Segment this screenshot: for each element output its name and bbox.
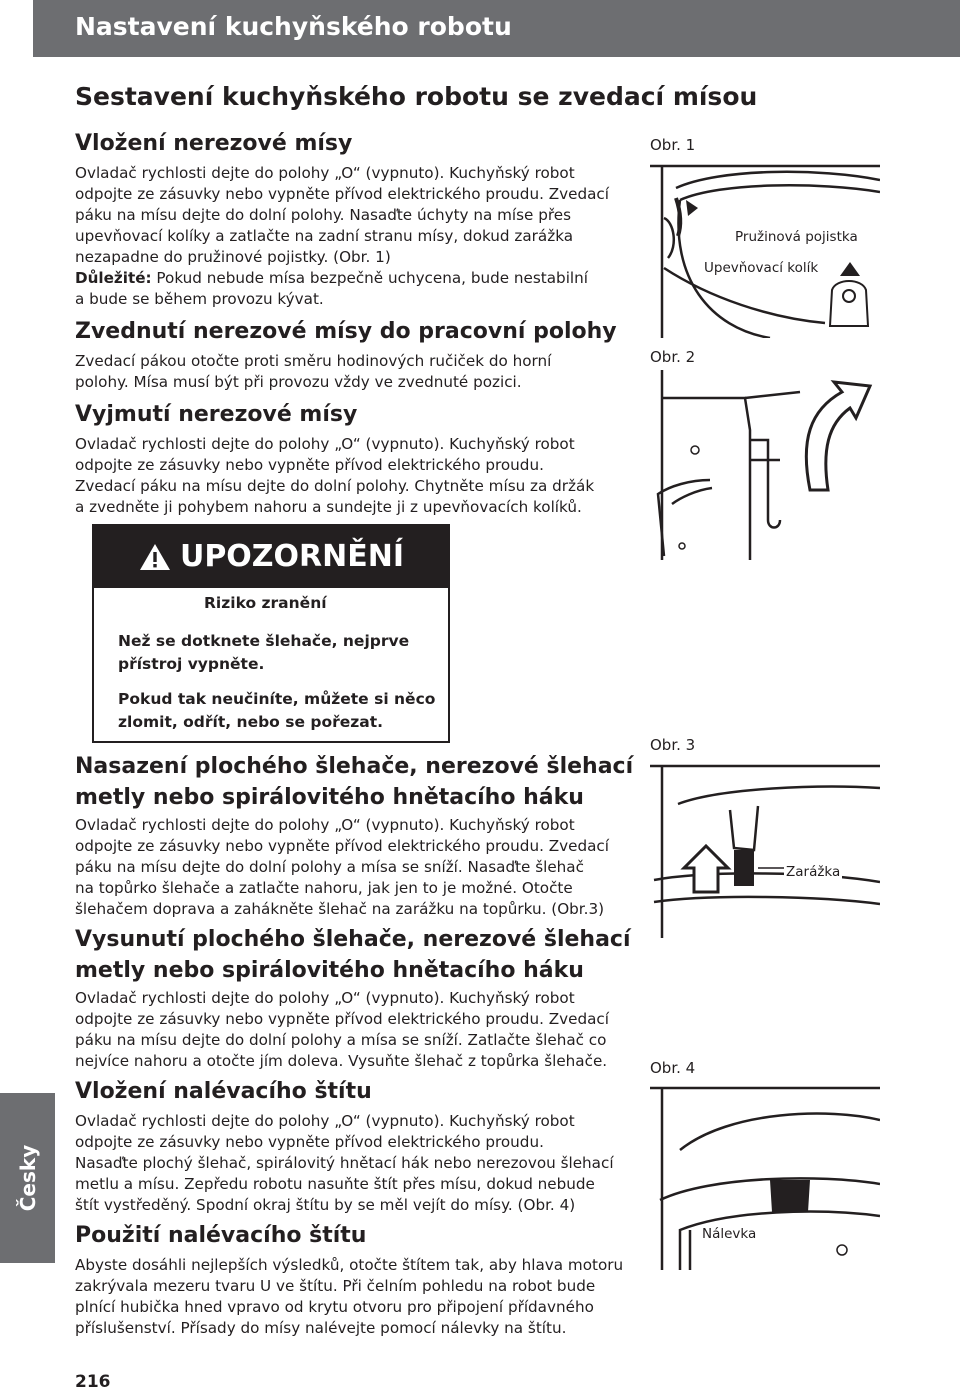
text-line: odpojte ze zásuvky nebo vypněte přívod elektrického proudu. Zvedací (75, 185, 609, 203)
text-line: odpojte ze zásuvky nebo vypněte přívod elektrického proudu. Zvedací (75, 1010, 609, 1028)
text-line: Zvedací páku na mísu dejte do dolní polohy. Chytněte mísu za držák (75, 477, 595, 495)
text-line: Nasaďte plochý šlehač, spirálovitý hnětací hák nebo nerezovou šlehací (75, 1154, 614, 1172)
figure-2-illustration (650, 370, 880, 560)
text-line: páku na mísu dejte do dolní polohy a mísa se sníží. Zatlačte šlehač co (75, 1031, 607, 1049)
text-line: odpojte ze zásuvky nebo vypněte přívod elektrického proudu. Zvedací (75, 837, 609, 855)
text-line: nezapadne do pružinové pojistky. (Obr. 1) (75, 248, 391, 266)
section-title-remove-bowl: Vyjmutí nerezové mísy (75, 402, 358, 427)
section-body-insert-shield (75, 1111, 614, 1216)
text-line: Zvedací pákou otočte proti směru hodinových ručiček do horní (75, 352, 552, 370)
figure-4-illustration (650, 1080, 880, 1270)
section-body-remove-beater (75, 988, 609, 1072)
text-line: metlu a mísu. Zepředu robotu nasuňte štít přes mísu, dokud nebude (75, 1175, 595, 1193)
section-body-raise-bowl (75, 351, 551, 393)
important-text: Pokud nebude mísa bezpečně uchycena, bude nestabilní (151, 269, 588, 287)
title-line: Vysunutí plochého šlehače, nerezové šlehací (75, 927, 631, 952)
page-title: Sestavení kuchyňského robotu se zvedací mísou (75, 82, 758, 111)
text-line: Ovladač rychlosti dejte do polohy „O“ (vypnuto). Kuchyňský robot (75, 435, 575, 453)
page-number: 216 (75, 1372, 111, 1392)
text-line: Pokud tak neučiníte, můžete si něco (118, 690, 436, 708)
header-bar (33, 0, 960, 57)
title-line: metly nebo spirálovitého hnětacího háku (75, 785, 584, 810)
text-line: páku na mísu dejte do dolní polohy. Nasaďte úchyty na míse přes (75, 206, 572, 224)
figure-1-illustration (650, 158, 880, 338)
section-body-remove-bowl (75, 434, 594, 518)
language-tab-label: Česky (15, 1144, 40, 1212)
figure-4-label: Obr. 4 (650, 1059, 696, 1077)
text-line: Ovladač rychlosti dejte do polohy „O“ (vypnuto). Kuchyňský robot (75, 164, 575, 182)
header-title: Nastavení kuchyňského robotu (75, 12, 512, 41)
text-line: odpojte ze zásuvky nebo vypněte přívod elektrického proudu. (75, 456, 544, 474)
warning-box (92, 524, 450, 743)
language-tab (0, 1093, 55, 1263)
text-line: přístroj vypněte. (118, 655, 265, 673)
text-line: polohy. Mísa musí být při provozu vždy ve zvednuté pozici. (75, 373, 522, 391)
text-line: šlehačem doprava a zahákněte šlehač na zarážku na topůrku. (Obr.3) (75, 900, 605, 918)
title-line: metly nebo spirálovitého hnětacího háku (75, 958, 584, 983)
section-body-use-shield (75, 1255, 623, 1339)
section-title-remove-beater (75, 924, 631, 986)
callout-mounting-pin: Upevňovací kolík (704, 260, 819, 276)
figure-2-label: Obr. 2 (650, 348, 696, 366)
warning-paragraph (118, 630, 409, 676)
important-label: Důležité: (75, 269, 152, 287)
text-line: a bude se během provozu kývat. (75, 290, 324, 308)
section-body-insert-bowl (75, 163, 609, 310)
text-line: příslušenství. Přísady do mísy nalévejte pomocí nálevky na štítu. (75, 1319, 567, 1337)
text-line: zlomit, odřít, nebo se pořezat. (118, 713, 384, 731)
section-title-raise-bowl: Zvednutí nerezové mísy do pracovní polohy (75, 319, 617, 344)
text-line: štít vystředěný. Spodní okraj štítu by se měl vejít do mísy. (Obr. 4) (75, 1196, 576, 1214)
section-title-attach-beater (75, 751, 633, 813)
text-line: nejvíce nahoru a otočte jím doleva. Vysuňte šlehač z topůrka šlehače. (75, 1052, 608, 1070)
section-title-insert-shield: Vložení nalévacího štítu (75, 1079, 372, 1104)
text-line: Než se dotknete šlehače, nejprve (118, 632, 410, 650)
warning-triangle-icon (138, 542, 172, 572)
figure-1-label: Obr. 1 (650, 136, 696, 154)
important-note (75, 268, 609, 289)
figure-3-illustration (650, 758, 880, 938)
warning-header (94, 526, 448, 588)
warning-title: UPOZORNĚNÍ (179, 539, 405, 574)
title-line: Nasazení plochého šlehače, nerezové šlehací (75, 754, 634, 779)
text-line: a zvedněte ji pohybem nahoru a sundejte ji z upevňovacích kolíků. (75, 498, 582, 516)
section-body-attach-beater (75, 815, 609, 920)
text-line: Ovladač rychlosti dejte do polohy „O“ (vypnuto). Kuchyňský robot (75, 1112, 575, 1130)
callout-funnel: Nálevka (702, 1226, 757, 1242)
text-line: plnící hubička hned vpravo od krytu otvoru pro připojení přídavného (75, 1298, 594, 1316)
text-line: Ovladač rychlosti dejte do polohy „O“ (vypnuto). Kuchyňský robot (75, 989, 575, 1007)
text-line: odpojte ze zásuvky nebo vypněte přívod elektrického proudu. (75, 1133, 544, 1151)
warning-paragraph (118, 688, 435, 734)
figure-3-label: Obr. 3 (650, 736, 696, 754)
text-line: páku na mísu dejte do dolní polohy a mísa se sníží. Nasaďte šlehač (75, 858, 584, 876)
callout-spring-lock: Pružinová pojistka (735, 229, 858, 245)
text-line: zakrývala mezeru tvaru U ve štítu. Při čelním pohledu na robot bude (75, 1277, 596, 1295)
warning-subtitle: Riziko zranění (204, 594, 327, 612)
callout-stop-pin: Zarážka (786, 864, 841, 880)
text-line: Abyste dosáhli nejlepších výsledků, otočte štítem tak, aby hlava motoru (75, 1256, 624, 1274)
section-title-use-shield: Použití nalévacího štítu (75, 1223, 367, 1248)
text-line: upevňovací kolíky a zatlačte na zadní stranu mísy, dokud zarážka (75, 227, 574, 245)
section-title-insert-bowl: Vložení nerezové mísy (75, 131, 353, 156)
text-line: na topůrko šlehače a zatlačte nahoru, jak jen to je možné. Otočte (75, 879, 573, 897)
text-line: Ovladač rychlosti dejte do polohy „O“ (vypnuto). Kuchyňský robot (75, 816, 575, 834)
